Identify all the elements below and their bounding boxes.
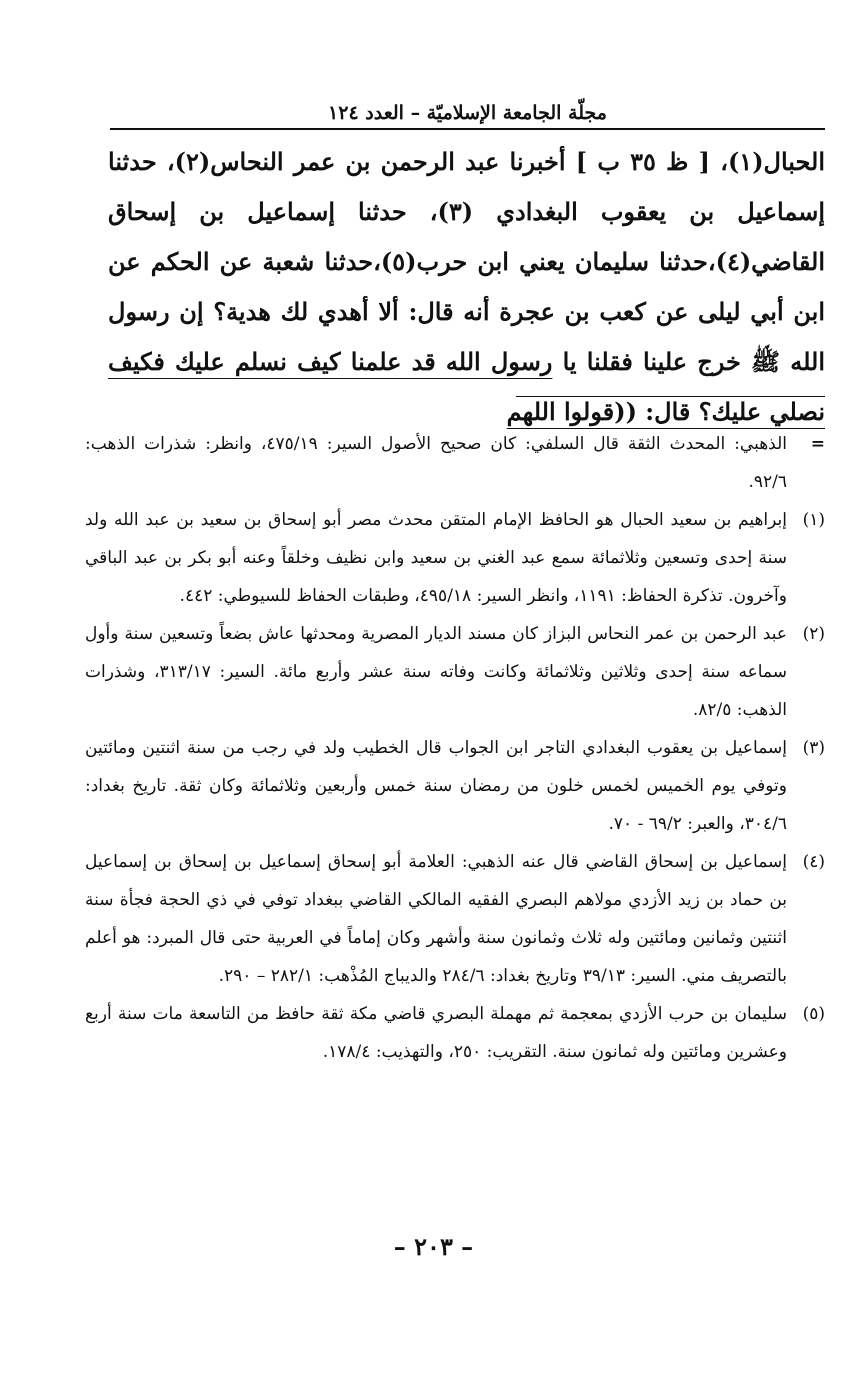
footnote-text: إسماعيل بن يعقوب البغدادي التاجر ابن الجواب قال الخطيب ولد في رجب من سنة اثنتين ومائتين وتوفي يوم الخميس لخمس خلون من رمضان سنة خمس وأربعين وثلاثمائة وكان ثقة. تاريخ بغداد: ٣٠٤/٦، والعبر: ٦٩/٢ - ٧٠.	[85, 738, 787, 834]
footnote-2	[85, 615, 825, 729]
footnote-1	[85, 501, 825, 615]
footnote-divider	[516, 396, 825, 397]
footnote-text: الذهبي: المحدث الثقة قال السلفي: كان صحيح الأصول السير: ٤٧٥/١٩، وانظر: شذرات الذهب: ٩٢/٦.	[85, 434, 787, 492]
footnote-text: إسماعيل بن إسحاق القاضي قال عنه الذهبي: العلامة أبو إسحاق إسماعيل بن إسحاق بن إسماعيل بن حماد بن زيد الأزدي مولاهم البصري الفقيه المالكي القاضي ببغداد توفي في ذي الحجة فجأة سنة اثنتين وثمانين ومائتين وله ثلاث وثمانون سنة وأشهر وكان إماماً في العربية حتى قال المبرد: هو أعلم بالتصريف مني. السير: ٣٩/١٣ وتاريخ بغداد: ٢٨٤/٦ والديباج المُذْهب: ٢٨٢/١ – ٢٩٠.	[85, 852, 787, 986]
footnote-text: سليمان بن حرب الأزدي بمعجمة ثم مهملة البصري قاضي مكة ثقة حافظ من التاسعة مات سنة أربع وعشرين ومائتين وله ثمانون سنة. التقريب: ٢٥٠، والتهذيب: ١٧٨/٤.	[85, 1004, 787, 1062]
footnote-4	[85, 843, 825, 995]
header-divider	[110, 128, 825, 130]
page-number: – ٢٠٣ –	[393, 1232, 474, 1261]
footnote-continued	[85, 425, 825, 501]
journal-header: مجلّة الجامعة الإسلاميّة – العدد ١٢٤	[328, 102, 607, 124]
footnote-text: إبراهيم بن سعيد الحبال هو الحافظ الإمام المتقن محدث مصر أبو إسحاق بن سعيد بن عبد الله ولد سنة إحدى وتسعين وثلاثمائة سمع عبد الغني بن سعيد وابن نظيف وخلقاً وعنه أبو بكر بن عبد الباقي وآخرون. تذكرة الحفاظ: ١١٩١، وانظر السير: ٤٩٥/١٨، وطبقات الحفاظ للسيوطي: ٤٤٢.	[85, 510, 787, 606]
footnotes	[85, 425, 825, 1071]
footnote-5	[85, 995, 825, 1071]
footnote-number: (٢)	[802, 624, 825, 644]
main-text	[108, 137, 825, 437]
footnote-number: (٤)	[802, 852, 825, 872]
footnote-number: (١)	[802, 510, 825, 530]
footnote-number: (٣)	[802, 738, 825, 758]
footnote-text: عبد الرحمن بن عمر النحاس البزاز كان مسند الديار المصرية ومحدثها عاش بضعاً وتسعين سنة وأول سماعه سنة إحدى وثلاثين وثلاثمائة وكانت وفاته سنة عشر وأربع مائة. السير: ٣١٣/١٧، وشذرات الذهب: ٨٢/٥.	[85, 624, 787, 720]
main-text-underlined-line: رسول الله قد علمنا كيف نسلم عليك فكيف نصلي عليك؟ قال: ((قولوا اللهم	[108, 347, 825, 426]
footnote-3	[85, 729, 825, 843]
main-text-line: الحبال(١)، [ ظ ٣٥ ب ] أخبرنا عبد الرحمن بن عمر النحاس(٢)، حدثنا إسماعيل بن يعقوب البغدادي (٣)، حدثنا إسماعيل بن إسحاق القاضي(٤)،حدثنا سليمان يعني ابن حرب(٥)،حدثنا شعبة عن الحكم عن ابن أبي ليلى عن كعب بن عجرة أنه قال: ألا أهدي لك هدية؟ إن رسول الله ﷺ خرج علينا فقلنا يا	[108, 147, 826, 376]
footnote-number: (٥)	[802, 1004, 825, 1024]
footnote-continuation-marker: =	[810, 434, 825, 454]
main-paragraph	[108, 137, 825, 437]
